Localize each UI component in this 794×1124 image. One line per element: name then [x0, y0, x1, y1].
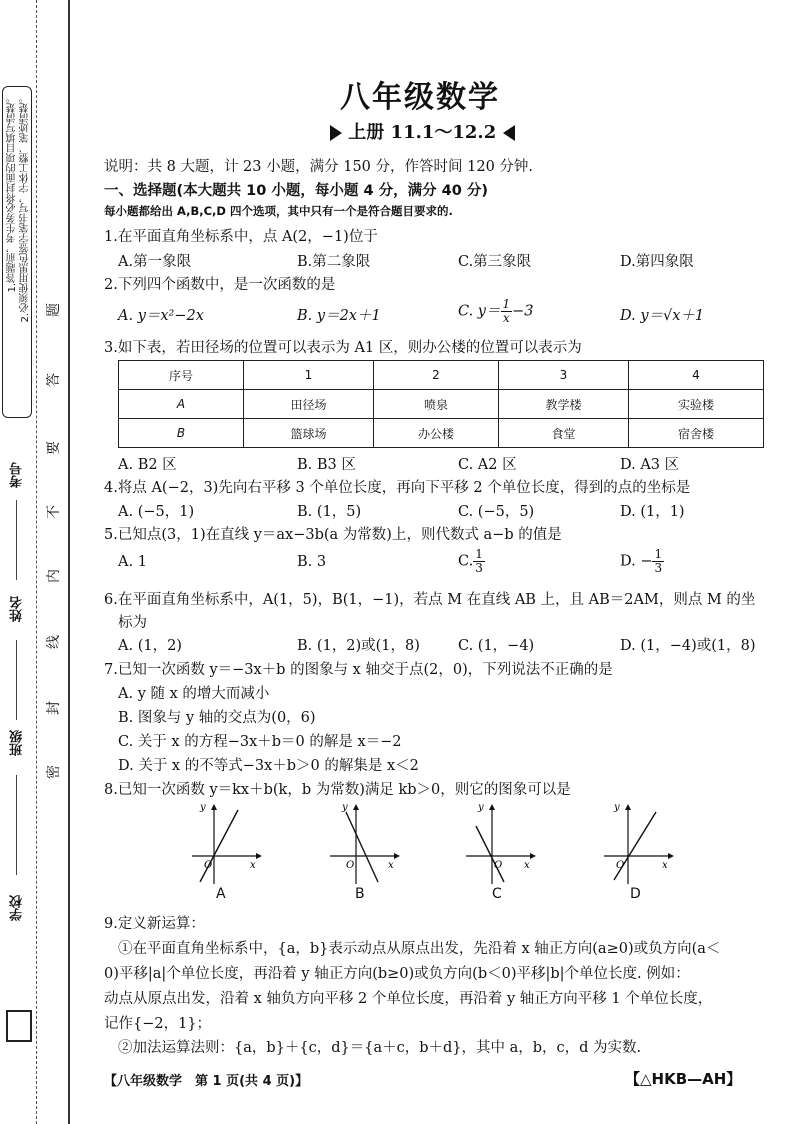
graph-c [466, 804, 536, 884]
table-cell: 喷泉 [374, 390, 499, 419]
table-header-row [119, 361, 764, 390]
q6-option: C. (1，−4) [458, 638, 535, 654]
axis-label-y: y [478, 804, 484, 813]
q9-part1-cont: 动点从原点出发，沿着 x 轴负方向平移 2 个单位长度，再沿着 y 轴正方向平移 1 个单位长度， [104, 991, 713, 1007]
note-2: 2.必须使用黑色签字笔书写，字体工整、笔迹清楚。 [20, 93, 31, 323]
field-name: 姓名 [10, 596, 25, 622]
q2-option-c [458, 298, 534, 325]
y-arrow-icon [489, 804, 495, 810]
seal-char: 不 [46, 505, 62, 519]
q6-option: D. (1，−4)或(1，8) [620, 638, 756, 654]
location-table [118, 360, 764, 448]
graph-label: D [630, 886, 641, 902]
seal-char: 密 [46, 765, 62, 779]
q1-option: C.第三象限 [458, 254, 532, 270]
seal-char: 内 [46, 569, 62, 583]
graph-d [604, 804, 674, 884]
field-class: 班级 [10, 730, 25, 756]
seal-char: 线 [46, 635, 62, 649]
underline [16, 640, 17, 720]
triangle-right-icon [330, 125, 342, 141]
x-arrow-icon [256, 853, 262, 859]
graph-label: A [216, 886, 226, 902]
graph-a [192, 804, 262, 884]
table-cell: 食堂 [499, 419, 629, 448]
table-cell: 办公楼 [374, 419, 499, 448]
axis-label-x: x [662, 860, 668, 871]
seal-char: 封 [46, 701, 62, 715]
question-9: 9.定义新运算： [104, 916, 205, 932]
origin-label: O [494, 860, 503, 871]
q2-option-b: B. y＝2x＋1 [297, 308, 381, 324]
q2-c-prefix: C. y＝ [458, 303, 501, 320]
axis-label-x: x [250, 860, 256, 871]
question-8: 8.已知一次函数 y＝kx＋b(k，b 为常数)满足 kb＞0，则它的图象可以是 [104, 782, 571, 798]
table-cell: 序号 [119, 361, 244, 390]
origin-label: O [616, 860, 625, 871]
q9-part1-cont: 记作{−2，1}； [104, 1016, 212, 1032]
underline [16, 500, 17, 580]
table-cell: 实验楼 [629, 390, 764, 419]
question-7: 7.已知一次函数 y＝−3x＋b 的图象与 x 轴交于点(2，0)，下列说法不正确的是 [104, 662, 613, 678]
table-cell: 教学楼 [499, 390, 629, 419]
axis-label-y: y [342, 804, 348, 813]
q2-option-a: A. y＝x²−2x [118, 308, 204, 324]
origin-label: O [346, 860, 355, 871]
q7-option: B. 图象与 y 轴的交点为(0，6) [118, 710, 316, 726]
underline [16, 775, 17, 875]
axis-label-y: y [200, 804, 206, 813]
y-arrow-icon [625, 804, 631, 810]
subtitle-text: 上册 11.1～12.2 [348, 122, 497, 143]
q5-option-d [620, 548, 664, 575]
q1-option: B.第二象限 [297, 254, 371, 270]
fraction [652, 548, 664, 575]
table-row [119, 419, 764, 448]
table-cell: 3 [499, 361, 629, 390]
x-arrow-icon [394, 853, 400, 859]
q6-option: B. (1，2)或(1，8) [297, 638, 420, 654]
notes-box [2, 86, 32, 418]
q3-option: C. A2 区 [458, 457, 517, 473]
y-arrow-icon [353, 804, 359, 810]
question-2: 2.下列四个函数中，是一次函数的是 [104, 277, 336, 293]
numerator: 1 [502, 297, 511, 311]
table-cell: 2 [374, 361, 499, 390]
graph-line [346, 812, 378, 882]
section-heading: 一、选择题(本大题共 10 小题，每小题 4 分，满分 40 分) [104, 183, 488, 199]
table-cell: B [119, 419, 244, 448]
q5-option-a: A. 1 [118, 554, 147, 570]
graph-line [476, 826, 504, 882]
q9-part2: ②加法运算法则：{a，b}＋{c，d}＝{a＋c，b＋d}，其中 a，b，c，d 为实数. [118, 1040, 642, 1056]
q2-option-d: D. y＝√x＋1 [620, 308, 705, 324]
q4-option: D. (1，1) [620, 504, 685, 520]
table-cell: A [119, 390, 244, 419]
note-1: 1.答题前，考生务必将封面的项目填写清楚。 [7, 93, 18, 293]
question-3: 3.如下表，若田径场的位置可以表示为 A1 区，则办公楼的位置可以表示为 [104, 340, 582, 356]
field-exam-number: 考号 [10, 462, 25, 488]
x-arrow-icon [668, 853, 674, 859]
page-title: 八年级数学 [340, 80, 500, 115]
page-footer-right: 【△HKB—AH】 [625, 1070, 742, 1088]
table-cell: 1 [244, 361, 374, 390]
seal-char: 答 [46, 373, 62, 387]
axis-label-x: x [524, 860, 530, 871]
margin-line [68, 0, 70, 1124]
qr-code-icon [6, 1010, 32, 1042]
question-6-cont: 标为 [118, 615, 147, 631]
table-cell: 田径场 [244, 390, 374, 419]
question-4: 4.将点 A(−2，3)先向右平移 3 个单位长度，再向下平移 2 个单位长度，得到的点的坐标是 [104, 480, 691, 496]
denominator: x [502, 311, 510, 325]
q4-option: B. (1，5) [297, 504, 362, 520]
table-cell: 宿舍楼 [629, 419, 764, 448]
q7-option: D. 关于 x 的不等式−3x＋b＞0 的解集是 x＜2 [118, 758, 419, 774]
section-instruction: 每小题都给出 A,B,C,D 四个选项，其中只有一个是符合题目要求的. [104, 204, 453, 218]
q7-option: C. 关于 x 的方程−3x＋b＝0 的解是 x＝−2 [118, 734, 402, 750]
x-arrow-icon [530, 853, 536, 859]
page-subtitle [330, 118, 515, 144]
y-arrow-icon [211, 804, 217, 810]
cut-line [36, 0, 38, 1124]
fraction [501, 298, 513, 325]
graph-label: B [355, 886, 365, 902]
q4-option: A. (−5，1) [118, 504, 195, 520]
numerator: 1 [475, 547, 483, 561]
origin-label: O [204, 860, 213, 871]
question-5: 5.已知点(3，1)在直线 y＝ax−3b(a 为常数)上，则代数式 a−b 的值是 [104, 527, 562, 543]
denominator: 3 [475, 561, 483, 575]
q7-option: A. y 随 x 的增大而减小 [118, 686, 270, 702]
q3-option: B. B3 区 [297, 457, 356, 473]
table-cell: 篮球场 [244, 419, 374, 448]
q5-d-prefix: D. − [620, 553, 653, 570]
q1-option: D.第四象限 [620, 254, 694, 270]
question-6: 6.在平面直角坐标系中，A(1，5)，B(1，−1)，若点 M 在直线 AB 上，且 AB＝2AM，则点 M 的坐 [104, 592, 756, 608]
binding-strip [0, 0, 72, 1124]
question-1: 1.在平面直角坐标系中，点 A(2，−1)位于 [104, 229, 378, 245]
graph-label: C [492, 886, 502, 902]
seal-char: 要 [46, 441, 62, 455]
graph-line [200, 810, 238, 882]
table-cell: 4 [629, 361, 764, 390]
q6-option: A. (1，2) [118, 638, 182, 654]
page-footer-left: 【八年级数学 第 1 页(共 4 页)】 [104, 1074, 309, 1089]
q5-option-b: B. 3 [297, 554, 327, 570]
q4-option: C. (−5，5) [458, 504, 535, 520]
q5-option-c [458, 548, 485, 575]
fraction [473, 548, 485, 575]
axis-label-y: y [614, 804, 620, 813]
q9-part1-cont: 0)平移|a|个单位长度，再沿着 y 轴正方向(b≥0)或负方向(b＜0)平移|b|个单位长度. 例如： [104, 966, 690, 982]
intro-text: 说明：共 8 大题，计 23 小题，满分 150 分，作答时间 120 分钟. [104, 159, 534, 175]
q1-option: A.第一象限 [118, 254, 192, 270]
axis-label-x: x [388, 860, 394, 871]
q3-option: D. A3 区 [620, 457, 680, 473]
q9-part1: ①在平面直角坐标系中，{a，b}表示动点从原点出发，先沿着 x 轴正方向(a≥0)或负方向(a＜ [118, 941, 721, 957]
q2-c-suffix: −3 [512, 303, 534, 320]
table-row [119, 390, 764, 419]
q5-c-prefix: C. [458, 553, 474, 570]
numerator: 1 [654, 547, 663, 561]
q3-option: A. B2 区 [118, 457, 177, 473]
graph-b [330, 804, 400, 884]
triangle-left-icon [503, 125, 515, 141]
denominator: 3 [654, 561, 663, 575]
seal-char: 题 [46, 303, 62, 317]
field-school: 学校 [10, 895, 25, 921]
